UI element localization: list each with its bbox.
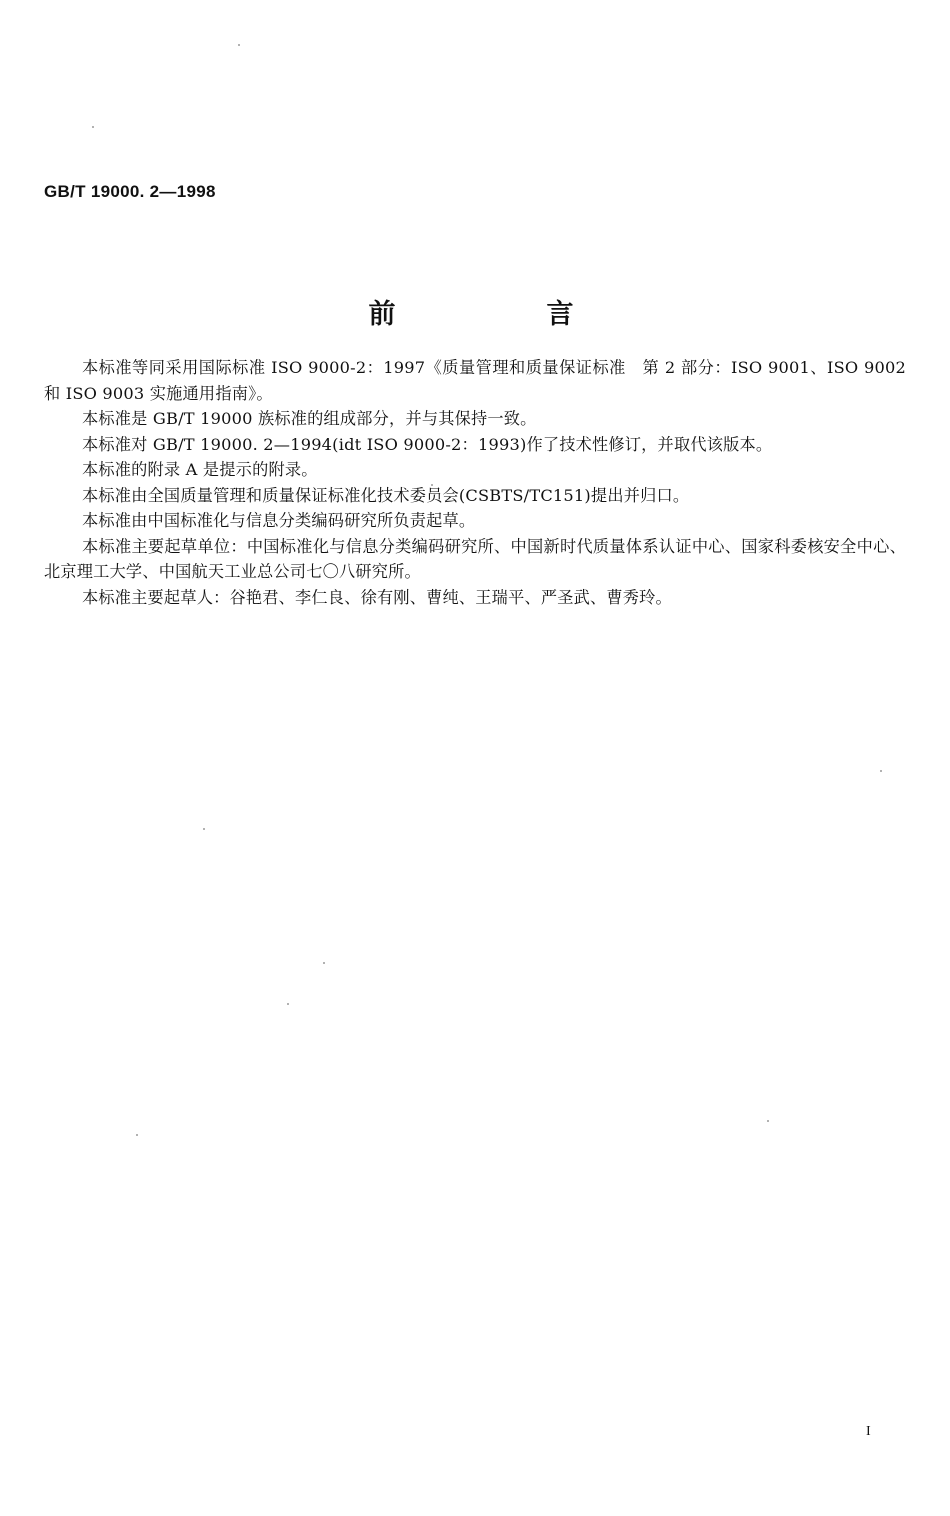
scan-speck bbox=[203, 828, 205, 830]
section-title: 前 言 bbox=[368, 299, 636, 330]
foreword-body bbox=[44, 355, 906, 610]
paragraph-proposer: 本标准由全国质量管理和质量保证标准化技术委员会(CSBTS/TC151)提出并归口。 bbox=[82, 485, 690, 505]
scan-speck bbox=[287, 1003, 289, 1005]
standard-code: GB/T 19000. 2—1998 bbox=[44, 182, 216, 201]
paragraph-revision: 本标准对 GB/T 19000. 2—1994(idt ISO 9000-2：1993)作了技术性修订，并取代该版本。 bbox=[82, 434, 773, 454]
paragraph-drafting-units: 本标准主要起草单位：中国标准化与信息分类编码研究所、中国新时代质量体系认证中心、国家科委核安全中心、北京理工大学、中国航天工业总公司七〇八研究所。 bbox=[44, 536, 906, 581]
scan-speck bbox=[431, 484, 433, 486]
scan-speck bbox=[136, 1134, 138, 1136]
paragraph-drafting-persons: 本标准主要起草人：谷艳君、李仁良、徐有刚、曹纯、王瑞平、严圣武、曹秀玲。 bbox=[82, 587, 672, 607]
paragraph-family: 本标准是 GB/T 19000 族标准的组成部分，并与其保持一致。 bbox=[82, 409, 537, 428]
scan-speck bbox=[238, 44, 240, 46]
paragraph-drafter: 本标准由中国标准化与信息分类编码研究所负责起草。 bbox=[82, 511, 476, 530]
page-number: I bbox=[866, 1424, 871, 1439]
scan-speck bbox=[92, 126, 94, 128]
scan-speck bbox=[767, 1120, 769, 1122]
paragraph-adoption: 本标准等同采用国际标准 ISO 9000-2：1997《质量管理和质量保证标准 第 2 部分：ISO 9001、ISO 9002 和 ISO 9003 实施通用指南》。 bbox=[44, 358, 906, 403]
paragraph-annex: 本标准的附录 A 是提示的附录。 bbox=[82, 460, 318, 479]
scan-speck bbox=[880, 770, 882, 772]
scan-speck bbox=[323, 962, 325, 964]
